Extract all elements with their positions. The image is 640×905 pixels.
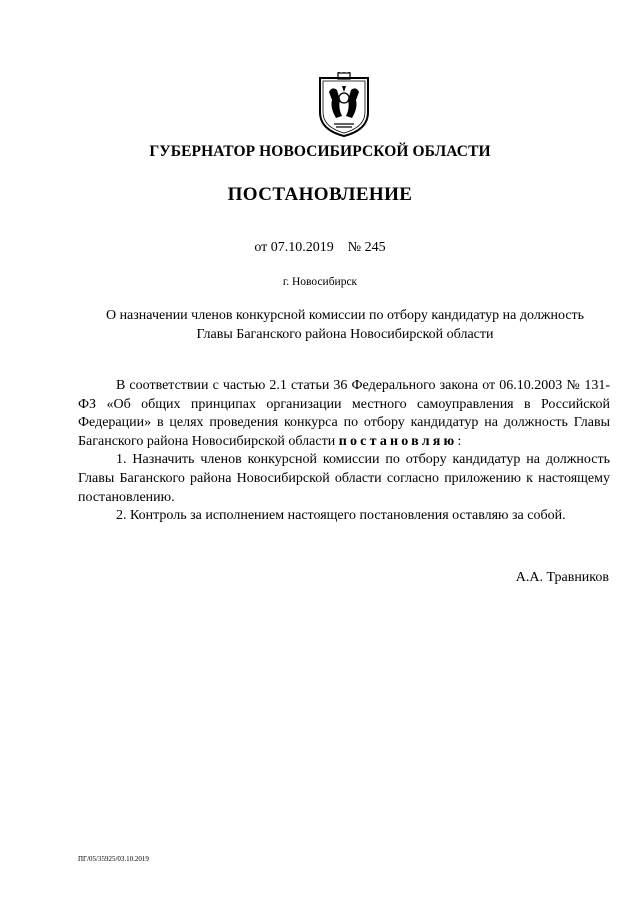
preamble-text: В соответствии с частью 2.1 статьи 36 Федерального закона от 06.10.2003 № 131-ФЗ «Об общих принципах организации местного самоуправления в Российской Федерации» в целях проведения конкурса по отбору кандидатур на должность Главы Баганского района Новосибирской области: [78, 378, 610, 449]
document-subject: [70, 306, 620, 344]
organization-title: ГУБЕРНАТОР НОВОСИБИРСКОЙ ОБЛАСТИ: [149, 143, 491, 160]
signature-name: А.А. Травников: [515, 570, 609, 585]
subject-line-2: Главы Баганского района Новосибирской области: [196, 327, 494, 342]
item-1-paragraph: 1. Назначить членов конкурсной комиссии по отбору кандидатур на должность Главы Баганского района Новосибирской области согласно приложению к настоящему постановлению.: [78, 452, 610, 505]
city-line: г. Новосибирск: [282, 276, 358, 288]
document-body: [78, 377, 610, 526]
footer-code: ПГ/05/35925/03.10.2019: [78, 855, 149, 863]
resolution-word: постановляю: [338, 433, 458, 449]
document-type-title: ПОСТАНОВЛЕНИЕ: [227, 184, 413, 205]
document-date: от 07.10.2019: [254, 240, 334, 255]
subject-line-1: О назначении членов конкурсной комиссии по отбору кандидатур на должность: [105, 308, 585, 323]
preamble-colon: :: [457, 433, 462, 449]
document-number: № 245: [347, 240, 386, 255]
coat-of-arms-icon: [316, 72, 372, 138]
item-2-paragraph: 2. Контроль за исполнением настоящего постановления оставляю за собой.: [116, 508, 566, 524]
preamble-paragraph: [78, 377, 610, 451]
date-number-line: [0, 240, 640, 256]
